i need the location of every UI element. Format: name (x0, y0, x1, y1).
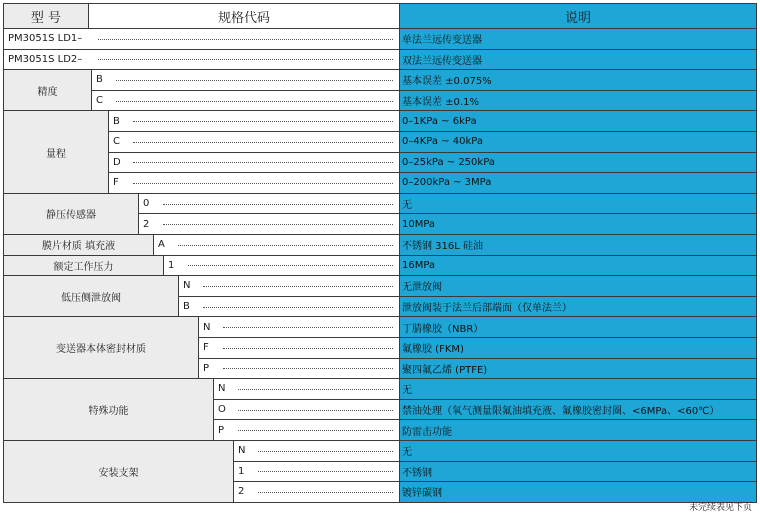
option-description: 镀锌碳钢 (399, 481, 757, 503)
option-code: F (198, 337, 214, 359)
dotted-leader (228, 378, 400, 400)
dotted-leader (193, 296, 400, 318)
option-code: N (178, 275, 194, 297)
option-description: 禁油处理（氧气测量限氟油填充液、氟橡胶密封圈、<6MPa、<60℃） (399, 399, 757, 421)
option-description: 防雷击功能 (399, 419, 757, 441)
option-code: N (233, 440, 249, 462)
option-description: 无 (399, 378, 757, 400)
dotted-leader (213, 316, 400, 338)
option-description: 不锈钢 316L 硅油 (399, 234, 757, 256)
dotted-leader (193, 275, 400, 297)
dotted-leader (123, 152, 400, 174)
group-name: 量程 (3, 110, 109, 193)
option-description: 0–200kPa ~ 3MPa (399, 172, 757, 194)
header-spec-code: 规格代码 (88, 3, 400, 29)
dotted-leader (88, 49, 400, 71)
option-code: 1 (163, 255, 179, 277)
option-code: 2 (138, 213, 154, 235)
option-code: F (108, 172, 124, 194)
option-code: B (108, 110, 124, 132)
dotted-leader (153, 213, 400, 235)
dotted-leader (153, 193, 400, 215)
option-description: 基本误差 ±0.1% (399, 90, 757, 112)
option-description: 16MPa (399, 255, 757, 277)
dotted-leader (168, 234, 400, 256)
dotted-leader (88, 28, 400, 50)
option-code: P (213, 419, 229, 441)
option-code: P (198, 358, 214, 380)
group-name: 特殊功能 (3, 378, 214, 441)
dotted-leader (123, 110, 400, 132)
group-name: 低压侧泄放阀 (3, 275, 179, 317)
option-description: 聚四氟乙烯 (PTFE) (399, 358, 757, 380)
group-name: 静压传感器 (3, 193, 139, 235)
model-description: 单法兰远传变送器 (399, 28, 757, 50)
dotted-leader (248, 440, 400, 462)
group-name: 安装支架 (3, 440, 234, 503)
dotted-leader (228, 399, 400, 421)
group-name: 变送器本体密封材质 (3, 316, 199, 379)
header-description: 说明 (399, 3, 757, 29)
continued-note: 未完续表见下页 (688, 503, 752, 513)
option-code: D (108, 152, 124, 174)
option-description: 丁腈橡胶（NBR） (399, 316, 757, 338)
model-code: PM3051S LD1– (3, 28, 89, 50)
dotted-leader (106, 69, 400, 91)
option-description: 基本误差 ±0.075% (399, 69, 757, 91)
dotted-leader (228, 419, 400, 441)
option-description: 无 (399, 193, 757, 215)
option-description: 氟橡胶 (FKM) (399, 337, 757, 359)
option-code: B (91, 69, 107, 91)
model-code: PM3051S LD2– (3, 49, 89, 71)
option-code: N (213, 378, 229, 400)
option-code: 1 (233, 461, 249, 483)
option-code: C (91, 90, 107, 112)
option-description: 不锈钢 (399, 461, 757, 483)
option-description: 无泄放阀 (399, 275, 757, 297)
option-description: 0–1KPa ~ 6kPa (399, 110, 757, 132)
option-description: 无 (399, 440, 757, 462)
model-description: 双法兰远传变送器 (399, 49, 757, 71)
option-description: 0–25kPa ~ 250kPa (399, 152, 757, 174)
dotted-leader (123, 172, 400, 194)
option-description: 10MPa (399, 213, 757, 235)
option-description: 0–4KPa ~ 40kPa (399, 131, 757, 153)
dotted-leader (248, 461, 400, 483)
dotted-leader (178, 255, 400, 277)
option-code: C (108, 131, 124, 153)
group-name: 膜片材质 填充液 (3, 234, 154, 256)
dotted-leader (213, 358, 400, 380)
dotted-leader (248, 481, 400, 503)
option-code: 0 (138, 193, 154, 215)
spec-table (3, 3, 757, 500)
option-code: B (178, 296, 194, 318)
dotted-leader (106, 90, 400, 112)
group-name: 额定工作压力 (3, 255, 164, 277)
option-code: A (153, 234, 169, 256)
dotted-leader (213, 337, 400, 359)
option-code: 2 (233, 481, 249, 503)
option-code: N (198, 316, 214, 338)
header-model: 型 号 (3, 3, 89, 29)
option-description: 泄放阀装于法兰后部端面（仅单法兰） (399, 296, 757, 318)
group-name: 精度 (3, 69, 92, 111)
dotted-leader (123, 131, 400, 153)
option-code: O (213, 399, 229, 421)
